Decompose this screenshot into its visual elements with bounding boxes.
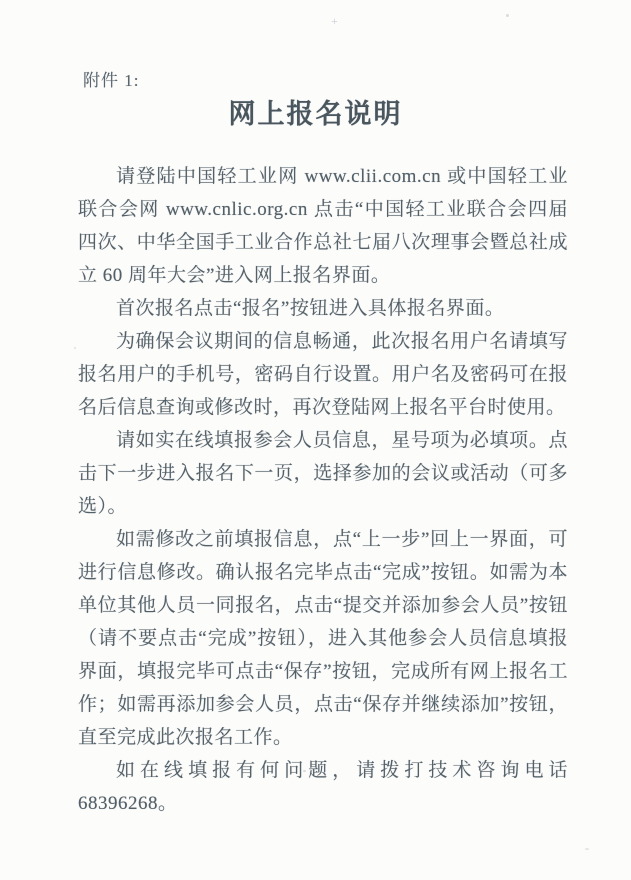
paragraph-login-urls: 请登陆中国轻工业网 www.clii.com.cn 或中国轻工业联合会网 www.cnlic.org.cn 点击“中国轻工业联合会四届四次、中华全国手工业合作总社七届八次理事会暨总社成立 60 周年大会”进入网上报名界面。 — [78, 166, 568, 286]
paragraph-modify-submit-save: 如需修改之前填报信息，点“上一步”回上一界面，可进行信息修改。确认报名完毕点击“完成”按钮。如需为本单位其他人员一同报名，点击“提交并添加参会人员”按钮（请不要点击“完成”按钮），进入其他参会人员信息填报界面，填报完毕可点击“保存”按钮，完成所有网上报名工作；如需再添加参会人员，点击“保存并继续添加”按钮，直至完成此次报名工作。 — [78, 529, 568, 748]
scan-artifact-speck — [74, 347, 76, 349]
scan-artifact-speck — [585, 848, 589, 850]
paragraph-first-registration: 首次报名点击“报名”按钮进入具体报名界面。 — [116, 298, 505, 319]
document-body — [78, 160, 568, 820]
attachment-label: 附件 1: — [83, 71, 140, 90]
scan-artifact-plus-icon — [331, 14, 338, 29]
paragraph-username-password: 为确保会议期间的信息畅通，此次报名用户名请填写报名用户的手机号，密码自行设置。用户名及密码可在报名后信息查询或修改时，再次登陆网上报名平台时使用。 — [78, 331, 568, 418]
document-title: 网上报名说明 — [228, 99, 403, 129]
scan-artifact-speck — [506, 14, 509, 17]
paragraph-fill-info: 请如实在线填报参会人员信息，星号项为必填项。点击下一步进入报名下一页，选择参加的会议或活动（可多选）。 — [78, 430, 568, 517]
paragraph-support-phone: 如在线填报有何问题，请拨打技术咨询电话 68396268。 — [78, 760, 568, 814]
